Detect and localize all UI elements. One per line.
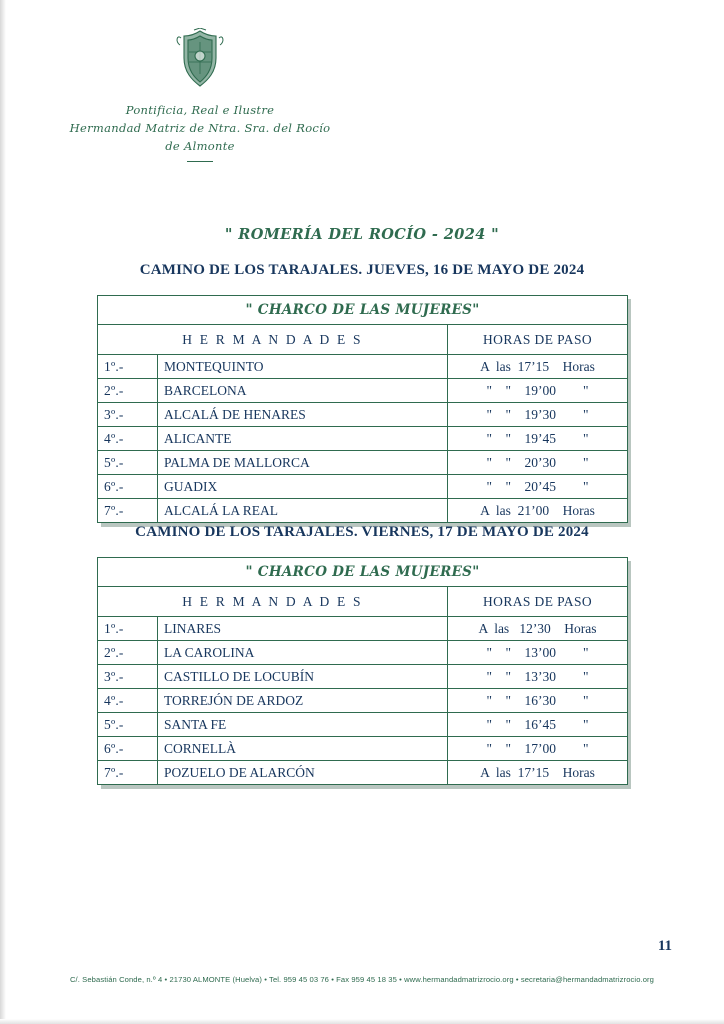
letterhead-line-3: de Almonte xyxy=(165,138,235,153)
section-title-friday: CAMINO DE LOS TARAJALES. VIERNES, 17 DE MAYO DE 2024 xyxy=(135,524,589,540)
table-row xyxy=(98,641,628,665)
table-caption-row xyxy=(98,558,628,587)
row-hermandad: GUADIX xyxy=(158,475,448,499)
column-header-hermandades: H E R M A N D A D E S xyxy=(98,587,448,617)
column-header-horas: HORAS DE PASO xyxy=(448,587,628,617)
row-hermandad: POZUELO DE ALARCÓN xyxy=(158,761,448,785)
row-order: 6º.- xyxy=(98,475,158,499)
row-hermandad: TORREJÓN DE ARDOZ xyxy=(158,689,448,713)
section-friday xyxy=(0,524,724,785)
row-order: 1º.- xyxy=(98,617,158,641)
row-hermandad: ALCALÁ DE HENARES xyxy=(158,403,448,427)
row-hermandad: CORNELLÀ xyxy=(158,737,448,761)
row-hermandad: LINARES xyxy=(158,617,448,641)
section-thursday xyxy=(0,262,724,523)
row-hora: " " 13’00 " xyxy=(448,641,628,665)
row-hermandad: ALICANTE xyxy=(158,427,448,451)
table-caption: " CHARCO DE LAS MUJERES" xyxy=(98,296,628,325)
table-row xyxy=(98,379,628,403)
row-hora: " " 13’30 " xyxy=(448,665,628,689)
table-row xyxy=(98,761,628,785)
row-hermandad: CASTILLO DE LOCUBÍN xyxy=(158,665,448,689)
row-hora: A las 12’30 Horas xyxy=(448,617,628,641)
schedule-table-friday xyxy=(97,557,628,785)
footer-contact: C/. Sebastián Conde, n.º 4 • 21730 ALMONTE (Huelva) • Tel. 959 45 03 76 • Fax 959 45 18 35 • www.hermandadmatrizrocio.org • secretaria@hermandadmatrizrocio.org xyxy=(69,975,655,984)
section-title-thursday: CAMINO DE LOS TARAJALES. JUEVES, 16 DE MAYO DE 2024 xyxy=(139,262,585,278)
row-hora: " " 19’45 " xyxy=(448,427,628,451)
row-order: 6º.- xyxy=(98,737,158,761)
table-row xyxy=(98,617,628,641)
row-order: 3º.- xyxy=(98,403,158,427)
table-row xyxy=(98,737,628,761)
table-row xyxy=(98,451,628,475)
row-hora: " " 20’30 " xyxy=(448,451,628,475)
row-order: 4º.- xyxy=(98,427,158,451)
letterhead xyxy=(0,28,400,162)
row-hora: A las 17’15 Horas xyxy=(448,355,628,379)
page-edge-shadow-bottom xyxy=(0,1019,724,1024)
row-order: 2º.- xyxy=(98,379,158,403)
heraldic-crest-icon xyxy=(171,28,229,92)
row-hora: " " 19’00 " xyxy=(448,379,628,403)
row-order: 2º.- xyxy=(98,641,158,665)
column-header-horas: HORAS DE PASO xyxy=(448,325,628,355)
row-hermandad: BARCELONA xyxy=(158,379,448,403)
table-header-row xyxy=(98,587,628,617)
row-hermandad: ALCALÁ LA REAL xyxy=(158,499,448,523)
row-order: 5º.- xyxy=(98,451,158,475)
row-hora: " " 16’30 " xyxy=(448,689,628,713)
row-hermandad: SANTA FE xyxy=(158,713,448,737)
table-row xyxy=(98,689,628,713)
page-title: " ROMERÍA DEL ROCÍO - 2024 " xyxy=(224,226,500,243)
row-hora: A las 17’15 Horas xyxy=(448,761,628,785)
row-hermandad: LA CAROLINA xyxy=(158,641,448,665)
row-hora: A las 21’00 Horas xyxy=(448,499,628,523)
table-row xyxy=(98,475,628,499)
table-caption: " CHARCO DE LAS MUJERES" xyxy=(98,558,628,587)
row-hora: " " 19’30 " xyxy=(448,403,628,427)
row-hora: " " 17’00 " xyxy=(448,737,628,761)
table-row xyxy=(98,403,628,427)
row-hermandad: MONTEQUINTO xyxy=(158,355,448,379)
row-order: 7º.- xyxy=(98,761,158,785)
letterhead-divider xyxy=(187,161,213,162)
table-header-row xyxy=(98,325,628,355)
row-hora: " " 16’45 " xyxy=(448,713,628,737)
row-order: 3º.- xyxy=(98,665,158,689)
row-order: 7º.- xyxy=(98,499,158,523)
table-row xyxy=(98,713,628,737)
letterhead-line-1: Pontificia, Real e Ilustre xyxy=(125,103,275,117)
row-hora: " " 20’45 " xyxy=(448,475,628,499)
column-header-hermandades: H E R M A N D A D E S xyxy=(98,325,448,355)
row-order: 4º.- xyxy=(98,689,158,713)
row-order: 1º.- xyxy=(98,355,158,379)
page-number: 11 xyxy=(657,938,672,954)
letterhead-line-2: Hermandad Matriz de Ntra. Sra. del Rocío xyxy=(69,120,331,135)
schedule-table-wrap-thursday xyxy=(97,295,627,523)
table-caption-row xyxy=(98,296,628,325)
table-row xyxy=(98,427,628,451)
table-row xyxy=(98,499,628,523)
table-row xyxy=(98,355,628,379)
row-order: 5º.- xyxy=(98,713,158,737)
table-row xyxy=(98,665,628,689)
row-hermandad: PALMA DE MALLORCA xyxy=(158,451,448,475)
schedule-table-wrap-friday xyxy=(97,557,627,785)
letterhead-text xyxy=(0,102,400,162)
schedule-table-thursday xyxy=(97,295,628,523)
